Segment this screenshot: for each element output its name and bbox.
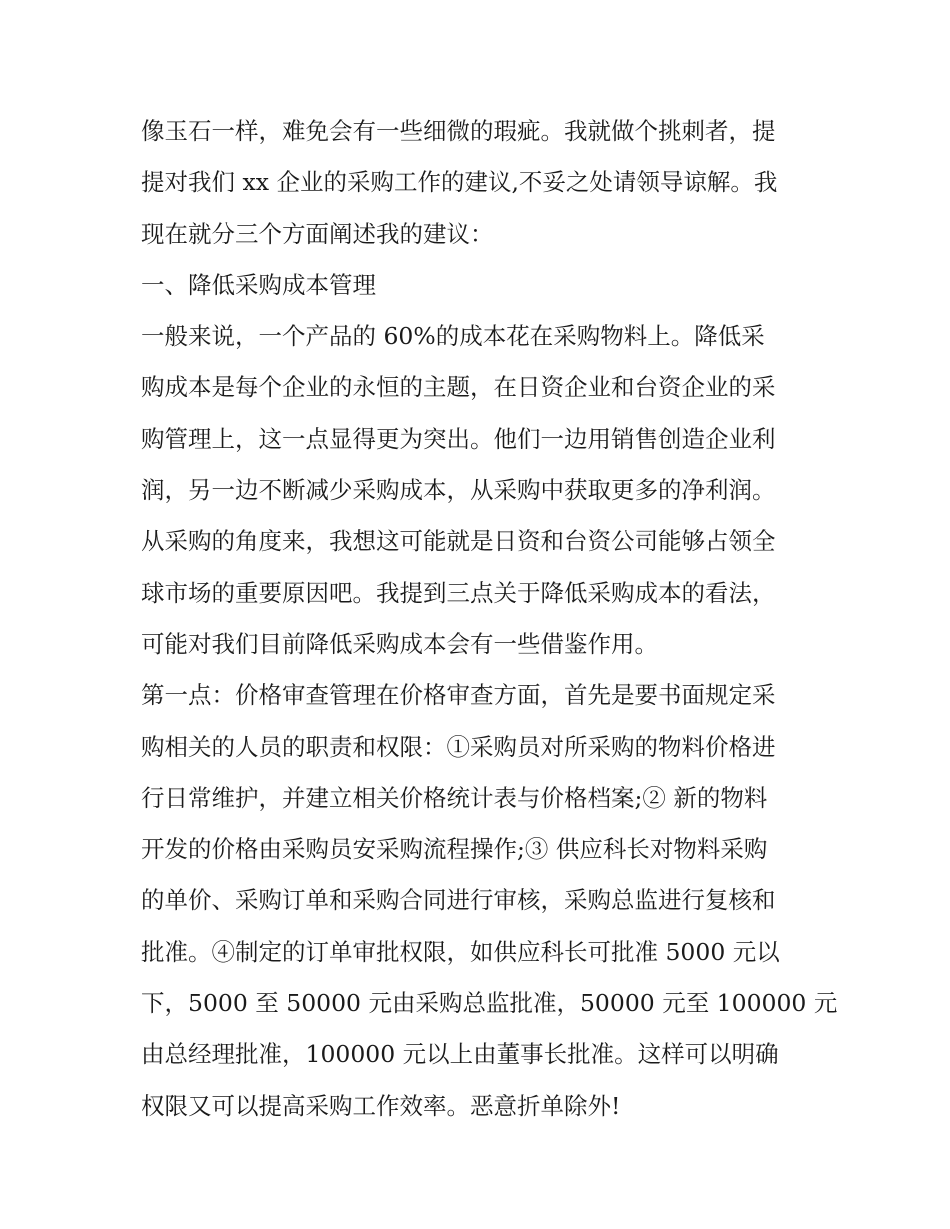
text-line: 购成本是每个企业的永恒的主题，在日资企业和台资企业的采 xyxy=(141,373,776,402)
text-line: 球市场的重要原因吧。我提到三点关于降低采购成本的看法， xyxy=(141,578,776,607)
text-line: 下，5000 至 50000 元由采购总监批准，50000 元至 100000 元 xyxy=(141,989,838,1018)
section-heading: 一、降低采购成本管理 xyxy=(141,270,376,299)
text-line: 润，另一边不断减少采购成本，从采购中获取更多的净利润。 xyxy=(141,476,776,505)
text-line: 从采购的角度来，我想这可能就是日资和台资公司能够占领全 xyxy=(141,527,776,556)
text-line: 提对我们 xx 企业的采购工作的建议,不妥之处请领导谅解。我 xyxy=(141,168,778,197)
document-body xyxy=(141,106,838,1132)
text-line: 由总经理批准，100000 元以上由董事长批准。这样可以明确 xyxy=(141,1040,779,1069)
text-line: 行日常维护，并建立相关价格统计表与价格档案;② 新的物料 xyxy=(141,783,768,812)
text-line: 权限又可以提高采购工作效率。恶意折单除外! xyxy=(141,1091,621,1120)
text-line: 购管理上，这一点显得更为突出。他们一边用销售创造企业利 xyxy=(141,424,776,453)
text-line: 开发的价格由采购员安采购流程操作;③ 供应科长对物料采购 xyxy=(141,835,768,864)
text-line: 购相关的人员的职责和权限：①采购员对所采购的物料价格进 xyxy=(141,732,776,761)
text-line: 现在就分三个方面阐述我的建议： xyxy=(141,219,494,248)
text-line: 一般来说，一个产品的 60%的成本花在采购物料上。降低采 xyxy=(141,322,765,351)
text-line: 第一点：价格审查管理在价格审查方面，首先是要书面规定采 xyxy=(141,681,776,710)
text-line: 批准。④制定的订单审批权限，如供应科长可批准 5000 元以 xyxy=(141,937,780,966)
text-line: 可能对我们目前降低采购成本会有一些借鉴作用。 xyxy=(141,629,658,658)
text-line: 像玉石一样，难免会有一些细微的瑕疵。我就做个挑刺者，提 xyxy=(141,117,776,145)
text-line: 的单价、采购订单和采购合同进行审核，采购总监进行复核和 xyxy=(141,886,776,915)
